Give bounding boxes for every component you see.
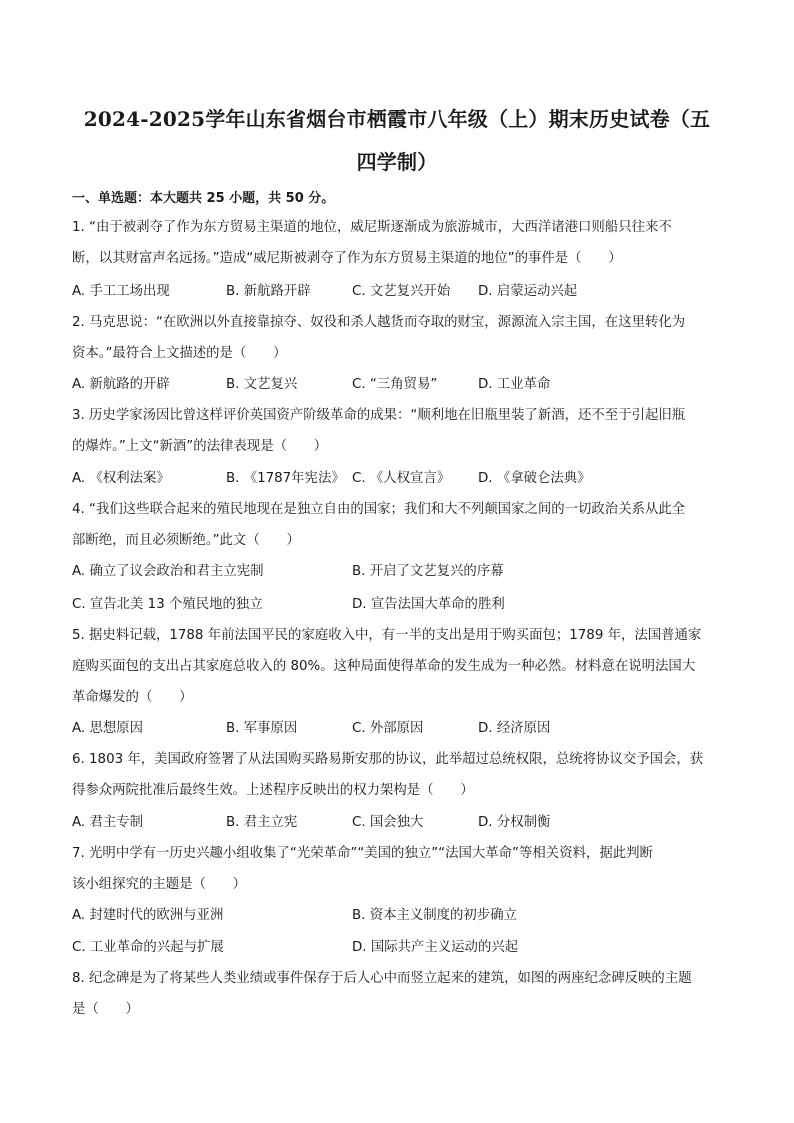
question-3-option-d: D. 《拿破仑法典》 (478, 471, 591, 486)
question-6-line-1: 6. 1803 年，美国政府签署了从法国购买路易斯安那的协议，此举超过总统权限，总统将协议交予国会，获 (72, 752, 704, 767)
question-1-option-b: B. 新航路开辟 (226, 284, 311, 299)
question-6-option-d: D. 分权制衡 (478, 815, 551, 830)
question-3-option-c: C. 《人权宣言》 (352, 471, 451, 486)
question-2-option-a: A. 新航路的开辟 (72, 377, 170, 392)
question-4-option-d: D. 宣告法国大革命的胜利 (352, 597, 505, 612)
question-5-option-c: C. 外部原因 (352, 721, 424, 736)
exam-title-line-2: 四学制） (356, 150, 438, 174)
question-7-option-a: A. 封建时代的欧洲与亚洲 (72, 908, 224, 923)
question-7-option-b: B. 资本主义制度的初步确立 (352, 908, 517, 923)
question-6-option-b: B. 君主立宪 (226, 815, 298, 830)
question-1-line-2: 断，以其财富声名远扬。”造成“威尼斯被剥夺了作为东方贸易主渠道的地位”的事件是（ ） (72, 251, 622, 266)
question-4-option-b: B. 开启了文艺复兴的序幕 (352, 564, 504, 579)
question-7-option-c: C. 工业革命的兴起与扩展 (72, 940, 224, 955)
question-5-line-3: 革命爆发的（ ） (72, 690, 193, 705)
question-5-option-a: A. 思想原因 (72, 721, 143, 736)
question-6-option-a: A. 君主专制 (72, 815, 143, 830)
question-8-line-1: 8. 纪念碑是为了将某些人类业绩或事件保存于后人心中而竖立起来的建筑，如图的两座纪念碑反映的主题 (72, 971, 692, 986)
question-2-line-1: 2. 马克思说：“在欧洲以外直接靠掠夺、奴役和杀人越货而夺取的财宝，源源流入宗主国，在这里转化为 (72, 315, 686, 330)
question-4-option-a: A. 确立了议会政治和君主立宪制 (72, 564, 264, 579)
question-4-line-2: 部断绝，而且必须断绝。”此文（ ） (72, 533, 300, 548)
question-2-option-b: B. 文艺复兴 (226, 377, 298, 392)
question-4-option-c: C. 宣告北美 13 个殖民地的独立 (72, 597, 263, 612)
question-1-option-d: D. 启蒙运动兴起 (478, 284, 578, 299)
section-heading: 一、单选题：本大题共 25 小题，共 50 分。 (72, 191, 335, 206)
question-3-option-a: A. 《权利法案》 (72, 471, 170, 486)
question-1-line-1: 1. “由于被剥夺了作为东方贸易主渠道的地位，威尼斯逐渐成为旅游城市，大西洋诸港口则船只往来不 (72, 220, 672, 235)
question-7-line-1: 7. 光明中学有一历史兴趣小组收集了“光荣革命”“美国的独立”“法国大革命”等相关资料，据此判断 (72, 846, 653, 861)
question-5-line-2: 庭购买面包的支出占其家庭总收入的 80%。这种局面使得革命的发生成为一种必然。材料意在说明法国大 (72, 659, 696, 674)
question-3-line-2: 的爆炸。”上文“新酒”的法律表现是（ ） (72, 439, 328, 454)
question-2-line-2: 资本。”最符合上文描述的是（ ） (72, 346, 287, 361)
question-1-option-a: A. 手工工场出现 (72, 284, 170, 299)
question-5-line-1: 5. 据史料记载，1788 年前法国平民的家庭收入中，有一半的支出是用于购买面包；1789 年，法国普通家 (72, 628, 702, 643)
question-3-line-1: 3. 历史学家汤因比曾这样评价英国资产阶级革命的成果：“顺利地在旧瓶里装了新酒，还不至于引起旧瓶 (72, 408, 686, 423)
question-5-option-b: B. 军事原因 (226, 721, 298, 736)
question-7-line-2: 该小组探究的主题是（ ） (72, 877, 247, 892)
question-1-option-c: C. 文艺复兴开始 (352, 284, 451, 299)
question-2-option-d: D. 工业革命 (478, 377, 551, 392)
question-4-line-1: 4. “我们这些联合起来的殖民地现在是独立自由的国家；我们和大不列颠国家之间的一切政治关系从此全 (72, 502, 686, 517)
question-7-option-d: D. 国际共产主义运动的兴起 (352, 940, 519, 955)
exam-title-line-1: 2024-2025学年山东省烟台市栖霞市八年级（上）期末历史试卷（五 (83, 107, 711, 131)
question-6-option-c: C. 国会独大 (352, 815, 424, 830)
question-3-option-b: B. 《1787年宪法》 (226, 471, 345, 486)
question-6-line-2: 得参众两院批准后最终生效。上述程序反映出的权力架构是（ ） (72, 783, 474, 798)
question-5-option-d: D. 经济原因 (478, 721, 551, 736)
question-2-option-c: C. “三角贸易” (352, 377, 438, 392)
question-8-line-2: 是（ ） (72, 1002, 139, 1017)
